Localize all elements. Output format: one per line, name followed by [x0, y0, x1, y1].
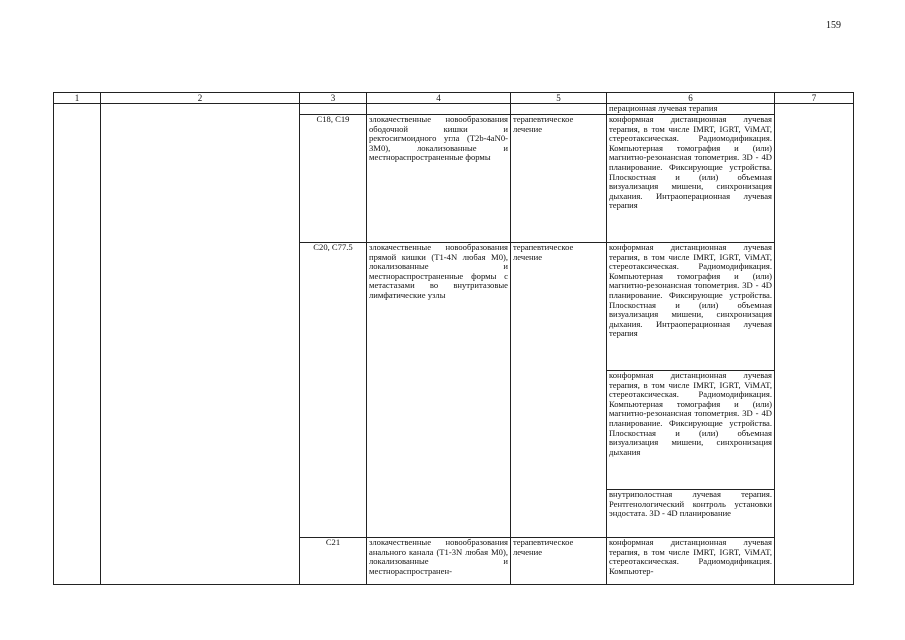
codes-cell: C18, C19: [300, 115, 367, 243]
method-cell: конформная дистанционная лучевая терапия, в том числе IMRT, IGRT, ViMAT, стереотаксическая. Радиомодификация. Компьютерная томография и (или) магнитно-резонансная топометрия. 3D - 4D планирование. Фиксирующие устройства. Плоскостная и (или) объемная визуализация мишени, синхронизация дыхания. Интраоперационная лучевая терапия: [607, 115, 775, 243]
treatment-cell: терапевтическое лечение: [511, 115, 607, 243]
method-cell: внутриполостная лучевая терапия. Рентгенологический контроль установки эндостата. 3D - 4D планирование: [607, 490, 775, 538]
treatment-cell: терапевтическое лечение: [511, 243, 607, 538]
column-2-cell: [101, 104, 300, 585]
condition-cell: [367, 104, 511, 115]
codes-cell: [300, 104, 367, 115]
header-row: [54, 93, 854, 104]
column-7-cell: [775, 104, 854, 585]
table-row: [54, 104, 854, 115]
column-number-4: 4: [367, 93, 511, 104]
treatment-cell: терапевтическое лечение: [511, 538, 607, 585]
method-cell: конформная дистанционная лучевая терапия, в том числе IMRT, IGRT, ViMAT, стереотаксическая. Радиомодификация. Компьютерная томография и (или) магнитно-резонансная топометрия. 3D - 4D планирование. Фиксирующие устройства. Плоскостная и (или) объемная визуализация мишени, синхронизация дыхания. Интраоперационная лучевая терапия: [607, 243, 775, 371]
column-number-6: 6: [607, 93, 775, 104]
column-number-1: 1: [54, 93, 101, 104]
method-cell: перационная лучевая терапия: [607, 104, 775, 115]
column-number-5: 5: [511, 93, 607, 104]
condition-cell: злокачественные новообразования прямой кишки (T1-4N любая M0), локализованные и местнораспространенные формы с метастазами во внутритазовые лимфатические узлы: [367, 243, 511, 538]
column-1-cell: [54, 104, 101, 585]
codes-cell: C21: [300, 538, 367, 585]
column-number-7: 7: [775, 93, 854, 104]
codes-cell: C20, C77.5: [300, 243, 367, 538]
condition-cell: злокачественные новообразования анального канала (T1-3N любая M0), локализованные и местнораспространен-: [367, 538, 511, 585]
method-cell: конформная дистанционная лучевая терапия, в том числе IMRT, IGRT, ViMAT, стереотаксическая. Радиомодификация. Компьютер-: [607, 538, 775, 585]
column-number-2: 2: [101, 93, 300, 104]
treatment-cell: [511, 104, 607, 115]
method-cell: конформная дистанционная лучевая терапия, в том числе IMRT, IGRT, ViMAT, стереотаксическая. Радиомодификация. Компьютерная томография и (или) магнитно-резонансная топометрия. 3D - 4D планирование. Фиксирующие устройства. Плоскостная и (или) объемная визуализация мишени, синхронизация дыхания: [607, 371, 775, 490]
column-number-3: 3: [300, 93, 367, 104]
treatment-table: [53, 92, 854, 585]
condition-cell: злокачественные новообразования ободочной кишки и ректосигмоидного угла (T2b-4aN0-3M0), локализованные и местнораспространенные формы: [367, 115, 511, 243]
page-number: 159: [826, 20, 841, 31]
